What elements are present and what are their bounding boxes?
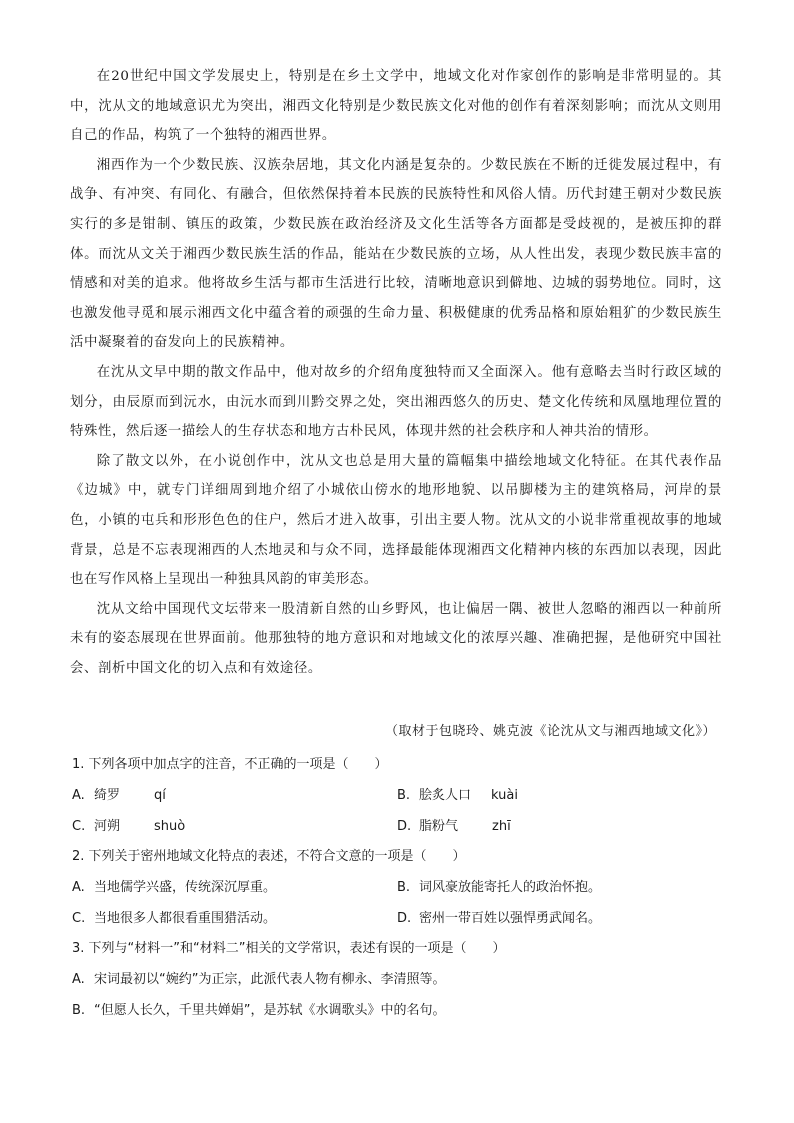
- option-pinyin: zhī: [492, 819, 511, 834]
- option-letter: B.: [397, 788, 411, 803]
- option-letter: C.: [72, 911, 86, 926]
- option-letter: A.: [72, 972, 85, 987]
- option-letter: C.: [72, 819, 86, 834]
- option-letter: D.: [397, 911, 412, 926]
- option-pinyin: kuài: [491, 788, 518, 803]
- option-text: 宋词最初以“婉约”为正宗，此派代表人物有柳永、李清照等。: [94, 972, 446, 987]
- reading-passage: [70, 62, 722, 683]
- question-3-stem: 3. 下列与“材料一”和“材料二”相关的文学常识，表述有误的一项是（ ）: [72, 941, 506, 956]
- question-1-option-b[interactable]: [397, 780, 722, 811]
- question-1-option-d[interactable]: [397, 811, 722, 842]
- question-list: [72, 750, 724, 1026]
- question-2-option-c[interactable]: [72, 903, 397, 934]
- option-text: 脍炙人口: [419, 788, 472, 803]
- option-letter: B.: [397, 880, 411, 895]
- option-text: 绮罗: [94, 788, 121, 803]
- question-1-option-c[interactable]: [72, 811, 397, 842]
- question-1-option-row: [72, 780, 724, 811]
- question-2-option-row: [72, 903, 724, 934]
- passage-paragraph-3: 在沈从文早中期的散文作品中，他对故乡的介绍角度独特而又全面深入。他有意略去当时行政区域的划分，由辰原而到沅水，由沅水而到川黔交界之处，突出湘西悠久的历史、楚文化传统和凤凰地理位置的特殊性，然后逐一描绘人的生存状态和地方古朴民风，体现井然的社会秩序和人神共治的情形。: [70, 364, 722, 440]
- passage-source: （取材于包晓玲、姚克波《论沈从文与湘西地域文化》）: [384, 724, 716, 739]
- option-text: 密州一带百姓以强悍勇武闻名。: [419, 911, 602, 926]
- option-letter: B.: [72, 1003, 86, 1018]
- passage-paragraph-5: 沈从文给中国现代文坛带来一股清新自然的山乡野风，也让偏居一隅、被世人忽略的湘西以一种前所未有的姿态展现在世界面前。他那独特的地方意识和对地域文化的浓厚兴趣、准确把握，是他研究中国社会、剖析中国文化的切入点和有效途径。: [70, 601, 722, 676]
- question-2-option-b[interactable]: [397, 872, 722, 903]
- option-text: 脂粉气: [419, 819, 459, 834]
- option-text: 当地儒学兴盛，传统深沉厚重。: [94, 880, 277, 895]
- question-2-stem: 2. 下列关于密州地域文化特点的表述，不符合文意的一项是（ ）: [72, 849, 466, 864]
- question-1-option-row: [72, 811, 724, 842]
- option-pinyin: qí: [154, 788, 166, 803]
- option-text: 当地很多人都很看重围猎活动。: [94, 911, 277, 926]
- option-text: 词风豪放能寄托人的政治怀抱。: [419, 880, 602, 895]
- question-1-option-a[interactable]: [72, 780, 397, 811]
- question-3-option-a[interactable]: [72, 964, 724, 995]
- option-letter: A.: [72, 880, 85, 895]
- passage-paragraph-1: 在20世纪中国文学发展史上，特别是在乡土文学中，地域文化对作家创作的影响是非常明显的。其中，沈从文的地域意识尤为突出，湘西文化特别是少数民族文化对他的创作有着深刻影响；而沈从文则用自己的作品，构筑了一个独特的湘西世界。: [70, 69, 722, 144]
- option-text: 河朔: [94, 819, 121, 834]
- passage-paragraph-4: 除了散文以外，在小说创作中，沈从文也总是用大量的篇幅集中描绘地域文化特征。在其代表作品《边城》中，就专门详细周到地介绍了小城依山傍水的地形地貌、以吊脚楼为主的建筑格局，河岸的景色，小镇的屯兵和形形色色的住户，然后才进入故事，引出主要人物。沈从文的小说非常重视故事的地域背景，总是不忘表现湘西的人杰地灵和与众不同，选择最能体现湘西文化精神内核的东西加以表现，因此也在写作风格上呈现出一种独具风韵的审美形态。: [70, 453, 722, 588]
- question-2-option-row: [72, 872, 724, 903]
- question-1-stem: 1. 下列各项中加点字的注音，不正确的一项是（ ）: [72, 757, 388, 772]
- question-2-option-a[interactable]: [72, 872, 397, 903]
- option-letter: A.: [72, 788, 85, 803]
- passage-paragraph-2: 湘西作为一个少数民族、汉族杂居地，其文化内涵是复杂的。少数民族在不断的迁徙发展过程中，有战争、有冲突、有同化、有融合，但依然保持着本民族的民族特性和风俗人情。历代封建王朝对少数民族实行的多是钳制、镇压的政策，少数民族在政治经济及文化生活等各方面都是受歧视的，是被压抑的群体。而沈从文关于湘西少数民族生活的作品，能站在少数民族的立场，从人性出发，表现少数民族丰富的情感和对美的追求。他将故乡生活与都市生活进行比较，清晰地意识到僻地、边城的弱势地位。同时，这也激发他寻觅和展示湘西文化中蕴含着的顽强的生命力量、积极健康的优秀品格和原始粗犷的少数民族生活中凝聚着的奋发向上的民族精神。: [70, 157, 722, 351]
- option-letter: D.: [397, 819, 412, 834]
- option-text: “但愿人长久，千里共婵娟”，是苏轼《水调歌头》中的名句。: [94, 1003, 446, 1018]
- option-pinyin: shuò: [154, 819, 186, 834]
- question-2-option-d[interactable]: [397, 903, 722, 934]
- question-3-option-b[interactable]: [72, 995, 724, 1026]
